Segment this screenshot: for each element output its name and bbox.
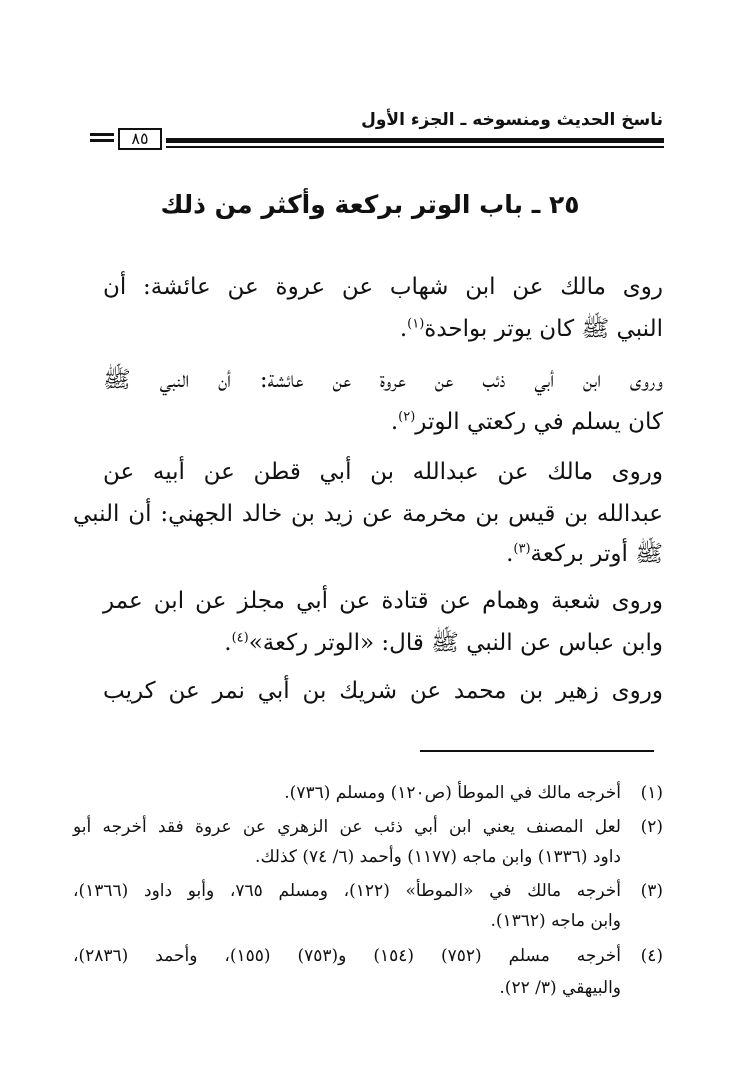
paragraph-line: وروى شعبة وهمام عن قتادة عن أبي مجلز عن ابن عمر (103, 588, 663, 614)
footnote-ref: (٢) (398, 409, 416, 425)
paragraph-line: كان يسلم في ركعتي الوتر$^{(٢)}$. (390, 409, 663, 435)
page-number: ٨٥ (118, 128, 162, 150)
footnote-number: (٢) (640, 817, 663, 837)
footnote-text: أخرجه مالك في «الموطأ» (١٢٢)، ومسلم ٧٦٥، وأبو داود (١٣٦٦)، (73, 881, 621, 901)
running-title: ناسخ الحديث ومنسوخه ـ الجزء الأول (361, 110, 663, 130)
footnote-text: أخرجه مسلم (٧٥٢) (١٥٤) و(٧٥٣) (١٥٥)، وأحمد (٢٨٣٦)، (73, 946, 621, 966)
paragraph-line: روى مالك عن ابن شهاب عن عروة عن عائشة: أن (103, 274, 663, 300)
footnote-ref: (٣) (513, 541, 531, 557)
header-rule (166, 138, 664, 143)
header-rule-thin (166, 146, 664, 148)
footnote-number: (٤) (640, 946, 663, 966)
footnote-text: لعل المصنف يعني ابن أبي ذئب عن الزهري عن عروة فقد أخرجه أبو (73, 817, 621, 837)
paragraph-line: عبدالله بن قيس بن مخرمة عن زيد بن خالد الجهني: أن النبي (73, 501, 663, 527)
footnote-text: أخرجه مالك في الموطأ (ص١٢٠) ومسلم (٧٣٦). (284, 783, 621, 803)
footnote-ref: (٤) (231, 630, 249, 646)
footnote-number: (٣) (640, 881, 663, 901)
paragraph-line: النبي ﷺ كان يوتر بواحدة$^{(١)}$. (399, 316, 663, 342)
footnote-text: داود (١٣٣٦) وابن ماجه (١١٧٧) وأحمد (٦/ ٧٤) كذلك. (255, 847, 621, 867)
chapter-heading: ٢٥ ـ باب الوتر بركعة وأكثر من ذلك (160, 190, 580, 219)
footnote-text: والبيهقي (٣/ ٢٢). (499, 978, 621, 998)
paragraph-line: ﷺ أوتر بركعة$^{(٣)}$. (506, 541, 663, 567)
page-number-ornament (90, 139, 114, 142)
paragraph-line: وروى ابن أبي ذئب عن عروة عن عائشة: أن النبي ﷺ (103, 367, 663, 393)
footnote-separator (420, 750, 654, 752)
footnote-ref: (١) (407, 316, 425, 332)
footnote-number: (١) (640, 783, 663, 803)
paragraph-line: وابن عباس عن النبي ﷺ قال: «الوتر ركعة»$^{(٤)}$. (224, 630, 663, 656)
footnote-text: وابن ماجه (١٣٦٢). (490, 911, 621, 931)
paragraph-line: وروى زهير بن محمد عن شريك بن أبي نمر عن كريب (103, 678, 663, 704)
page-number-ornament (90, 133, 114, 136)
paragraph-line: وروى مالك عن عبدالله بن أبي قطن عن أبيه عن (103, 459, 663, 485)
